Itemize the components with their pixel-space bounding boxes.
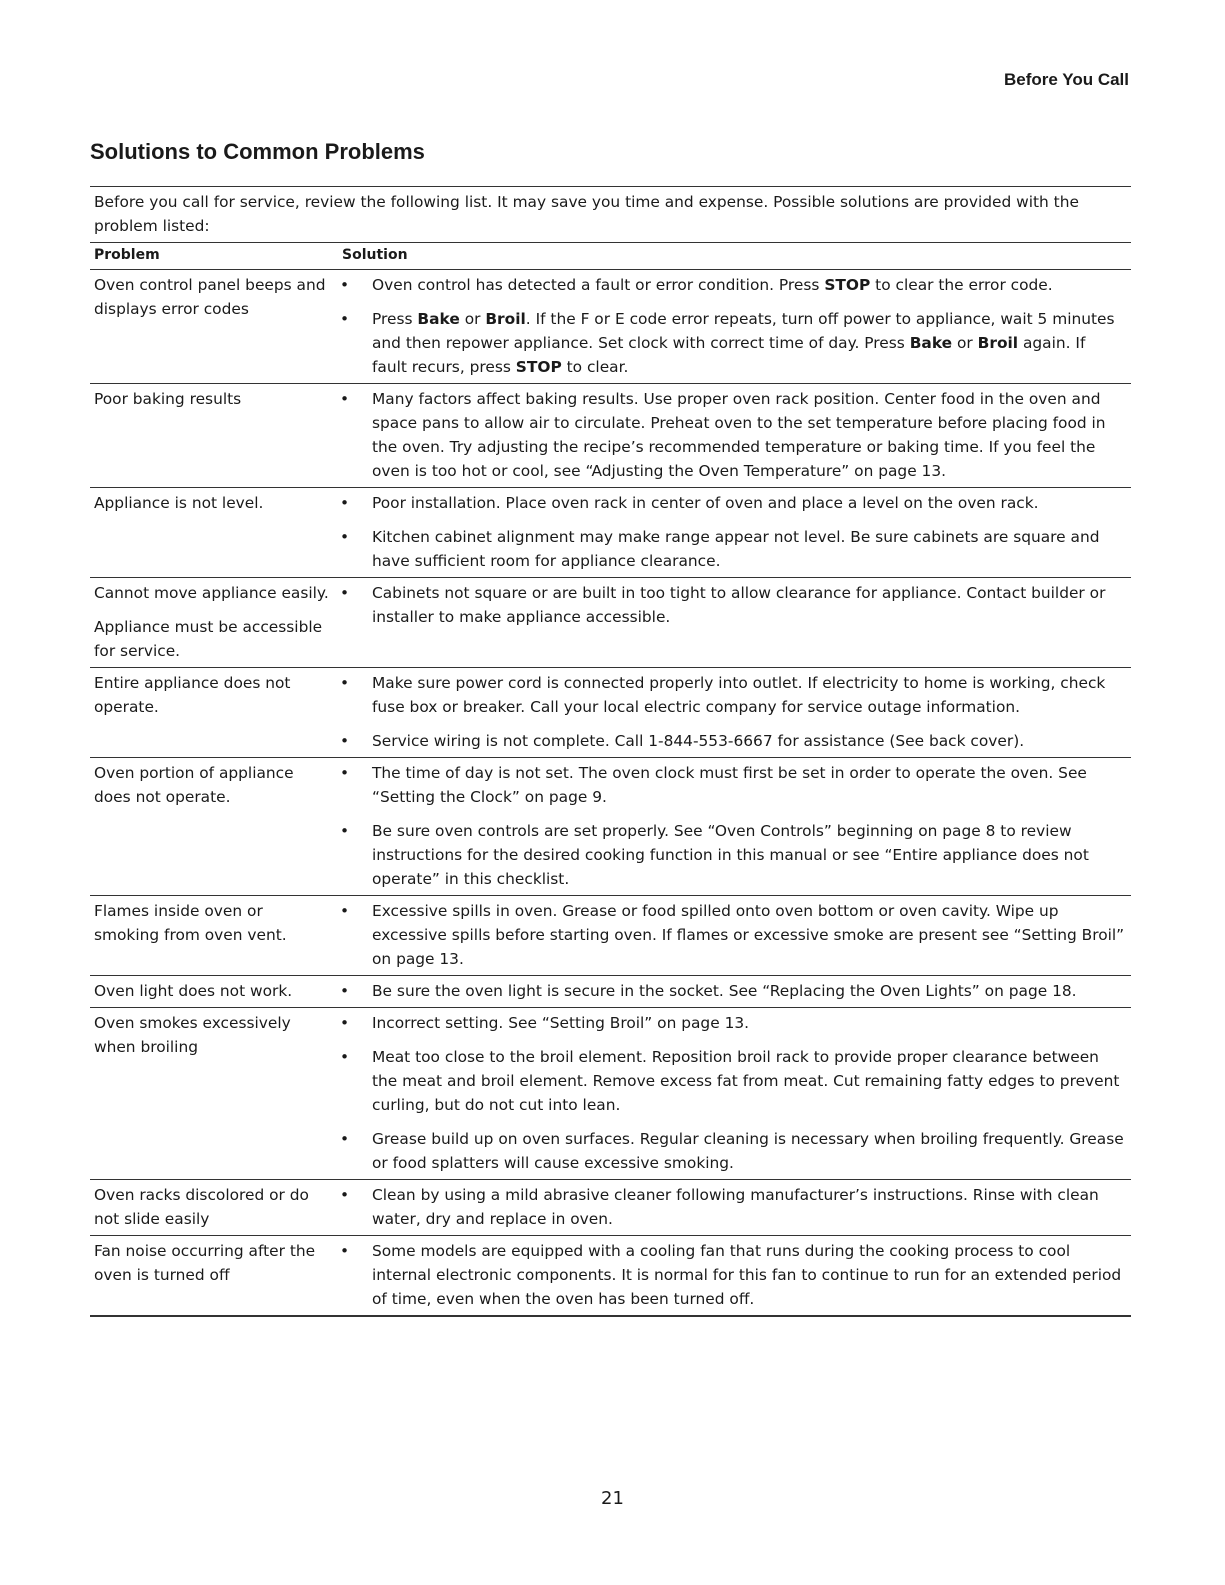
problem-cell <box>90 488 338 578</box>
solution-item: • Kitchen cabinet alignment may make range appear not level. Be sure cabinets are square and have sufficient room for appliance clearance. <box>338 525 1131 573</box>
problem-cell <box>90 1236 338 1317</box>
problem-text: Oven racks discolored or do not slide easily <box>94 1186 309 1228</box>
table-row <box>90 1236 1131 1317</box>
solution-cell <box>338 270 1131 384</box>
table-row <box>90 668 1131 758</box>
intro-text: Before you call for service, review the following list. It may save you time and expense. Possible solutions are provided with the problem listed: <box>90 186 1131 243</box>
solution-cell <box>338 1236 1131 1317</box>
problem-text: Entire appliance does not operate. <box>94 674 291 716</box>
solution-list <box>338 1239 1131 1311</box>
problem-cell <box>90 384 338 488</box>
solution-cell <box>338 578 1131 668</box>
section-header: Before You Call <box>1003 70 1129 89</box>
table-body <box>90 270 1131 1317</box>
problem-text: Oven portion of appliance does not operate. <box>94 764 294 806</box>
solution-item: • Poor installation. Place oven rack in center of oven and place a level on the oven rack. <box>338 491 1131 515</box>
table-row <box>90 976 1131 1008</box>
problem-cell <box>90 758 338 896</box>
solution-list <box>338 387 1131 483</box>
problem-cell <box>90 270 338 384</box>
problem-text: Cannot move appliance easily. <box>94 584 329 602</box>
solution-item: • Service wiring is not complete. Call 1-844-553-6667 for assistance (See back cover). <box>338 729 1131 753</box>
table-row <box>90 488 1131 578</box>
troubleshooting-section <box>90 186 1131 1317</box>
table-row <box>90 270 1131 384</box>
solution-item: • Cabinets not square or are built in too tight to allow clearance for appliance. Contact builder or installer to make appliance accessible. <box>338 581 1131 629</box>
problem-text: Poor baking results <box>94 390 242 408</box>
table-row <box>90 1008 1131 1180</box>
table-header-row <box>90 243 1131 270</box>
problem-cell <box>90 1008 338 1180</box>
solution-item: • The time of day is not set. The oven clock must first be set in order to operate the oven. See “Setting the Clock” on page 9. <box>338 761 1131 809</box>
problem-cell <box>90 896 338 976</box>
solution-item: • Be sure the oven light is secure in the socket. See “Replacing the Oven Lights” on page 18. <box>338 979 1131 1003</box>
solution-cell <box>338 1008 1131 1180</box>
solution-list <box>338 761 1131 891</box>
troubleshooting-table <box>90 243 1131 1317</box>
solution-list <box>338 899 1131 971</box>
solution-cell <box>338 668 1131 758</box>
table-row <box>90 1180 1131 1236</box>
solution-item: • Press Bake or Broil. If the F or E code error repeats, turn off power to appliance, wait 5 minutes and then repower appliance. Set clock with correct time of day. Press Bake or Broil again. If fault recurs, press STOP to clear. <box>338 307 1131 379</box>
problem-text: Fan noise occurring after the oven is turned off <box>94 1242 316 1284</box>
solution-list <box>338 273 1131 379</box>
solution-list <box>338 1011 1131 1175</box>
solution-item: • Some models are equipped with a cooling fan that runs during the cooking process to cool internal electronic components. It is normal for this fan to continue to run for an extended period of time, even when the oven has been turned off. <box>338 1239 1131 1311</box>
solution-cell <box>338 384 1131 488</box>
solution-cell <box>338 976 1131 1008</box>
table-row <box>90 384 1131 488</box>
solution-item: • Incorrect setting. See “Setting Broil” on page 13. <box>338 1011 1131 1035</box>
solution-item: • Grease build up on oven surfaces. Regular cleaning is necessary when broiling frequently. Grease or food splatters will cause excessive smoking. <box>338 1127 1131 1175</box>
solution-list <box>338 491 1131 573</box>
page-number: 21 <box>601 1488 624 1509</box>
problem-column-header: Problem <box>90 243 338 270</box>
solution-list <box>338 671 1131 753</box>
problem-text: Appliance must be accessible for service. <box>94 618 323 660</box>
solution-cell <box>338 1180 1131 1236</box>
solution-item: • Make sure power cord is connected properly into outlet. If electricity to home is working, check fuse box or breaker. Call your local electric company for service outage information. <box>338 671 1131 719</box>
problem-text: Oven control panel beeps and displays error codes <box>94 276 326 318</box>
solution-item: • Excessive spills in oven. Grease or food spilled onto oven bottom or oven cavity. Wipe up excessive spills before starting oven. If flames or excessive smoke are present see “Setting Broil” on page 13. <box>338 899 1131 971</box>
solution-item: • Clean by using a mild abrasive cleaner following manufacturer’s instructions. Rinse with clean water, dry and replace in oven. <box>338 1183 1131 1231</box>
table-row <box>90 578 1131 668</box>
problem-cell <box>90 1180 338 1236</box>
solution-item: • Many factors affect baking results. Use proper oven rack position. Center food in the oven and space pans to allow air to circulate. Preheat oven to the set temperature before placing food in the oven. Try adjusting the recipe’s recommended temperature or baking time. If you feel the oven is too hot or cool, see “Adjusting the Oven Temperature” on page 13. <box>338 387 1131 483</box>
problem-text: Appliance is not level. <box>94 494 264 512</box>
solution-cell <box>338 488 1131 578</box>
solution-item: • Be sure oven controls are set properly. See “Oven Controls” beginning on page 8 to review instructions for the desired cooking function in this manual or see “Entire appliance does not operate” in this checklist. <box>338 819 1131 891</box>
solution-list <box>338 979 1131 1003</box>
problem-cell <box>90 976 338 1008</box>
solution-list <box>338 581 1131 629</box>
page-title: Solutions to Common Problems <box>90 139 425 164</box>
problem-text: Oven light does not work. <box>94 982 293 1000</box>
solution-column-header: Solution <box>338 243 1131 270</box>
problem-cell <box>90 578 338 668</box>
solution-item: • Meat too close to the broil element. Reposition broil rack to provide proper clearance between the meat and broil element. Remove excess fat from meat. Cut remaining fatty edges to prevent curling, but do not cut into lean. <box>338 1045 1131 1117</box>
solution-item: • Oven control has detected a fault or error condition. Press STOP to clear the error code. <box>338 273 1131 297</box>
problem-cell <box>90 668 338 758</box>
table-row <box>90 896 1131 976</box>
problem-text: Oven smokes excessively when broiling <box>94 1014 291 1056</box>
problem-text: Flames inside oven or smoking from oven vent. <box>94 902 287 944</box>
solution-list <box>338 1183 1131 1231</box>
solution-cell <box>338 896 1131 976</box>
table-row <box>90 758 1131 896</box>
solution-cell <box>338 758 1131 896</box>
